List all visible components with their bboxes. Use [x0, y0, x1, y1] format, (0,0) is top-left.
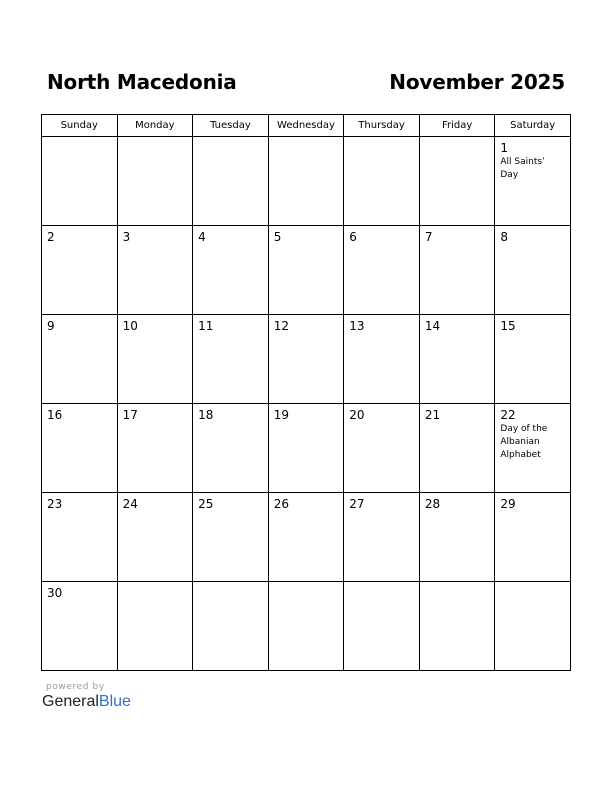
day-number: 17	[122, 408, 138, 422]
holiday-label: All Saints’ Day	[500, 157, 545, 180]
day-cell	[117, 404, 193, 493]
day-number: 14	[424, 319, 441, 333]
day-number: 12	[273, 319, 289, 333]
country-title: North Macedonia	[47, 70, 237, 94]
logo-general: General	[42, 693, 99, 710]
day-cell	[42, 315, 118, 404]
day-cell	[193, 582, 269, 671]
day-number: 27	[349, 497, 365, 511]
day-cell	[268, 582, 344, 671]
week-row	[42, 226, 571, 315]
week-row	[42, 582, 571, 671]
day-cell	[419, 582, 495, 671]
day-cell	[268, 315, 344, 404]
month-year-title: November 2025	[389, 70, 565, 94]
day-number: 30	[47, 586, 63, 600]
day-number: 16	[47, 408, 63, 422]
day-number: 3	[122, 230, 131, 244]
day-cell	[344, 315, 420, 404]
calendar-body	[42, 137, 571, 671]
logo-blue: Blue	[98, 693, 131, 710]
day-cell	[495, 404, 571, 493]
weekday-sunday: Sunday	[42, 115, 118, 137]
day-cell	[193, 315, 269, 404]
day-cell	[42, 404, 118, 493]
day-cell	[495, 315, 571, 404]
day-cell	[419, 493, 495, 582]
day-cell	[193, 226, 269, 315]
day-cell	[268, 226, 344, 315]
day-cell	[419, 315, 495, 404]
day-number: 10	[122, 319, 138, 333]
day-number: 20	[349, 408, 365, 422]
weekday-header-row	[42, 115, 571, 137]
day-number: 21	[424, 408, 441, 422]
day-cell	[268, 137, 344, 226]
day-number: 8	[500, 230, 509, 244]
day-number: 13	[349, 319, 365, 333]
weekday-tuesday: Tuesday	[193, 115, 269, 137]
day-number: 24	[122, 497, 138, 511]
day-cell	[344, 226, 420, 315]
day-cell	[419, 404, 495, 493]
day-number: 22	[500, 408, 516, 422]
day-number: 26	[273, 497, 289, 511]
day-number: 5	[273, 230, 282, 244]
weekday-friday: Friday	[419, 115, 495, 137]
day-cell	[495, 493, 571, 582]
day-cell	[42, 226, 118, 315]
day-cell	[193, 404, 269, 493]
day-number: 2	[47, 230, 55, 244]
day-cell	[419, 137, 495, 226]
calendar-grid	[41, 114, 571, 671]
holiday-label: Day of the Albanian Alphabet	[500, 424, 548, 460]
day-cell	[117, 582, 193, 671]
day-cell	[42, 137, 118, 226]
powered-by-text: powered by	[46, 682, 105, 692]
day-number: 1	[500, 141, 509, 155]
day-number: 6	[349, 230, 357, 244]
day-number: 28	[424, 497, 441, 511]
day-cell	[117, 137, 193, 226]
day-number: 23	[47, 497, 63, 511]
day-cell	[42, 493, 118, 582]
week-row	[42, 137, 571, 226]
day-number: 4	[198, 230, 206, 244]
day-number: 15	[500, 319, 516, 333]
week-row	[42, 404, 571, 493]
day-cell	[344, 404, 420, 493]
day-cell	[344, 493, 420, 582]
day-cell	[193, 493, 269, 582]
day-number: 19	[273, 408, 289, 422]
day-cell	[117, 315, 193, 404]
day-number: 29	[500, 497, 516, 511]
weekday-wednesday: Wednesday	[268, 115, 344, 137]
day-cell	[193, 137, 269, 226]
day-cell	[495, 582, 571, 671]
day-cell	[344, 137, 420, 226]
day-cell	[117, 493, 193, 582]
weekday-monday: Monday	[117, 115, 193, 137]
week-row	[42, 315, 571, 404]
day-number: 9	[47, 319, 55, 333]
day-cell	[495, 226, 571, 315]
day-cell	[495, 137, 571, 226]
day-cell	[419, 226, 495, 315]
weekday-thursday: Thursday	[344, 115, 420, 137]
weekday-saturday: Saturday	[495, 115, 571, 137]
day-cell	[117, 226, 193, 315]
week-row	[42, 493, 571, 582]
day-number: 11	[198, 319, 214, 333]
day-number: 25	[198, 497, 214, 511]
day-number: 7	[424, 230, 433, 244]
day-cell	[344, 582, 420, 671]
generalblue-logo	[42, 693, 131, 711]
day-cell	[268, 493, 344, 582]
day-cell	[42, 582, 118, 671]
day-cell	[268, 404, 344, 493]
day-number: 18	[198, 408, 214, 422]
